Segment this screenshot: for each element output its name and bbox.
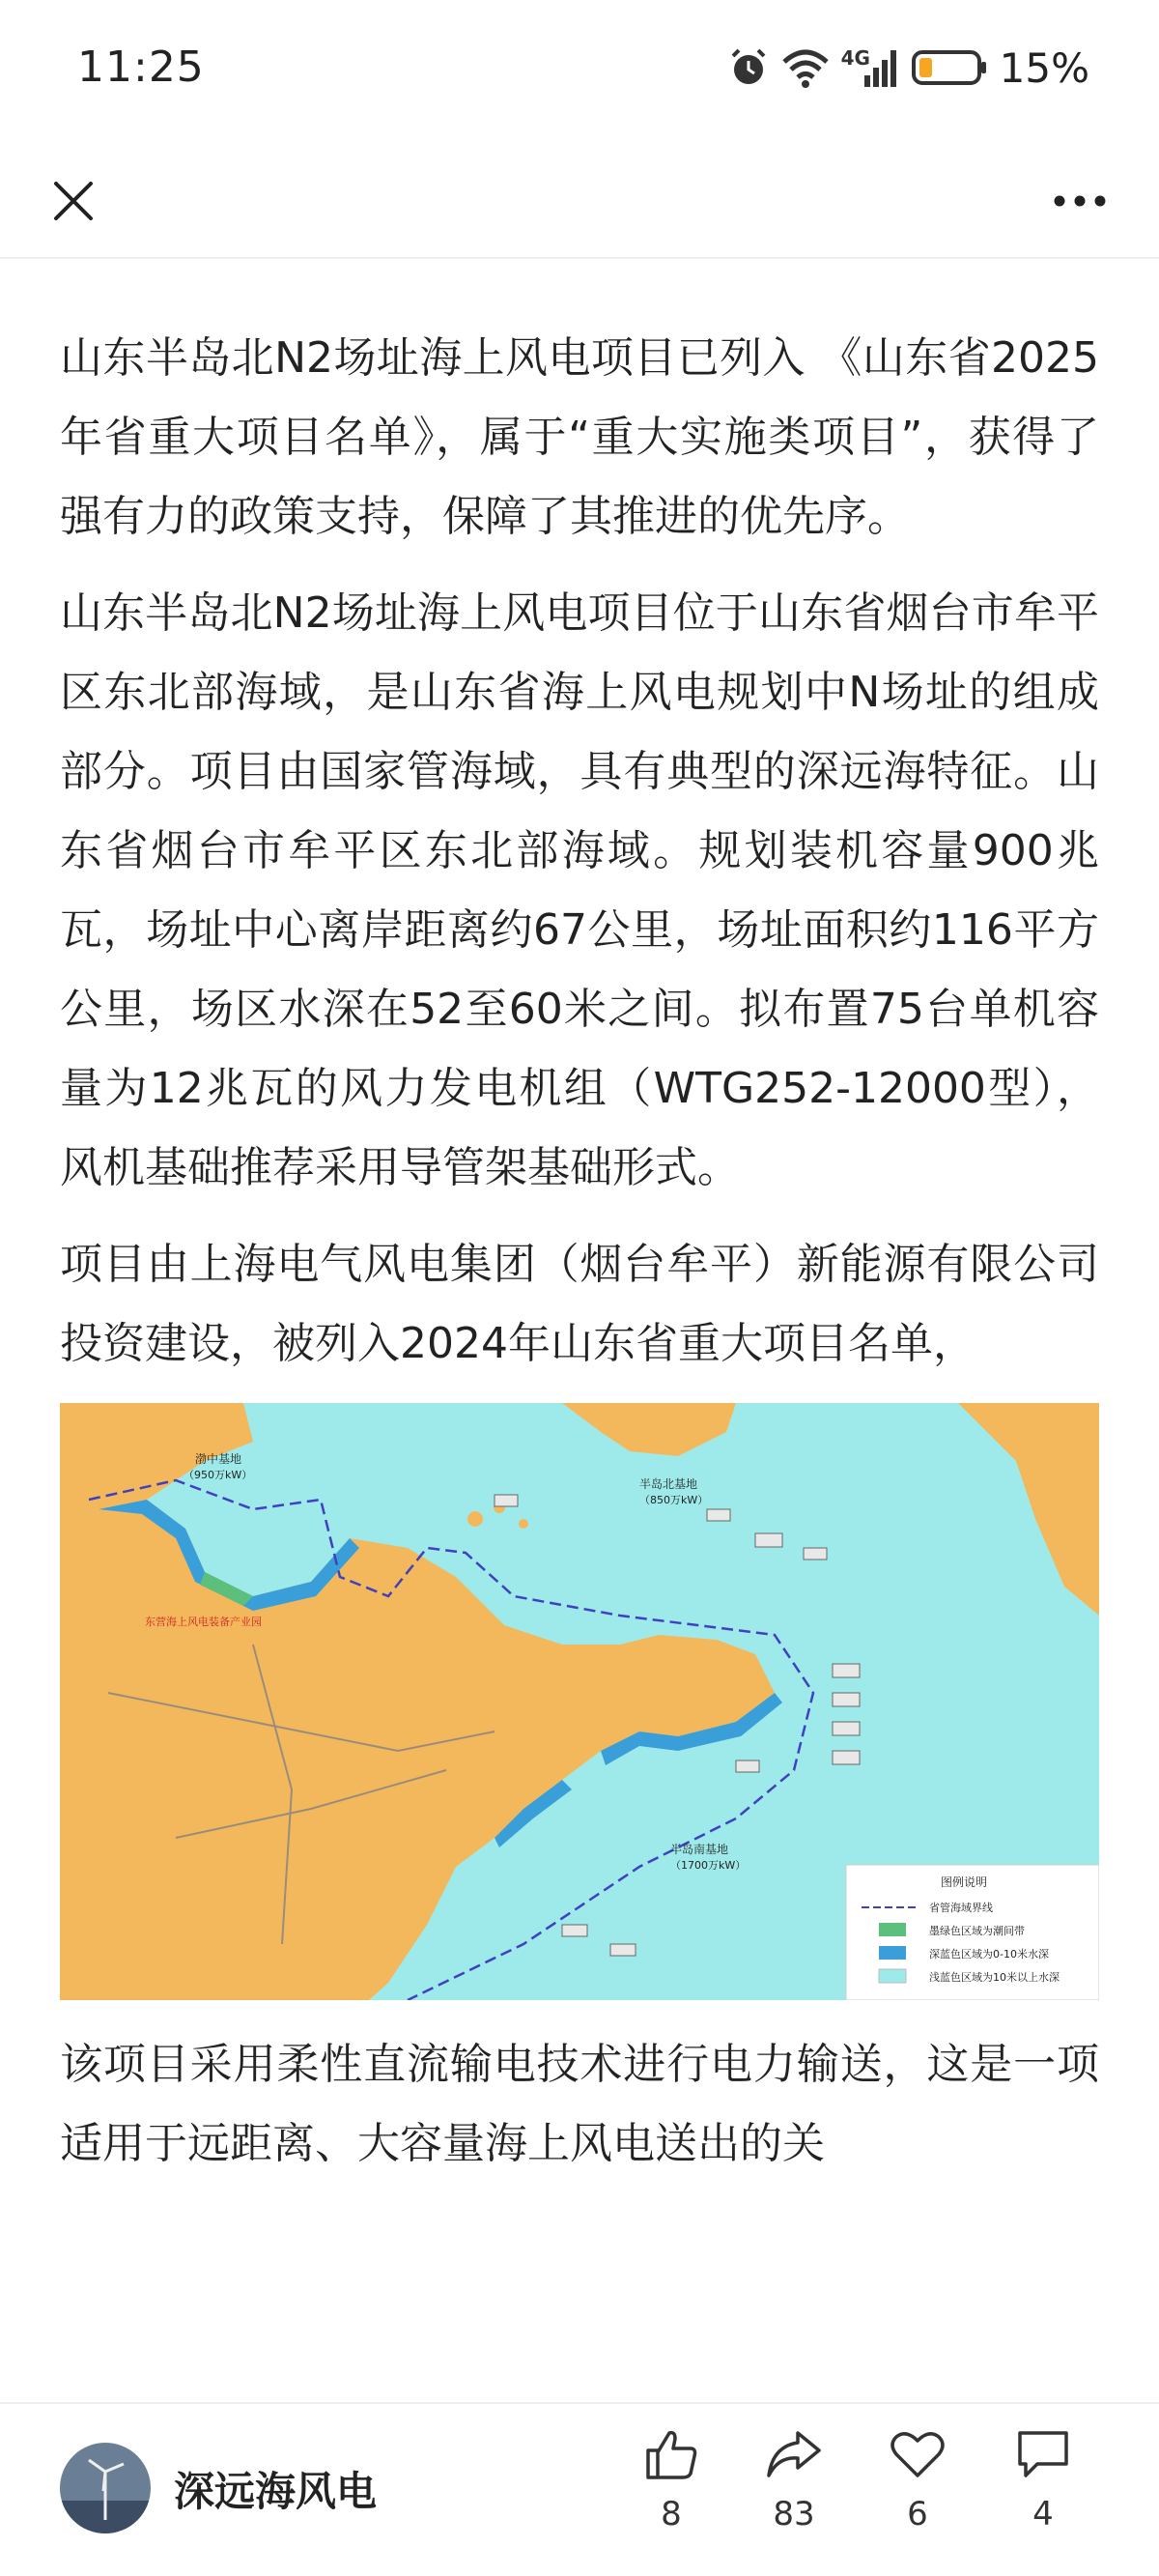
more-icon: [1053, 194, 1107, 208]
thumbs-up-icon: [642, 2427, 700, 2481]
close-button[interactable]: [33, 160, 114, 242]
status-time: 11:25: [77, 43, 205, 92]
share-count: 83: [773, 2495, 815, 2533]
battery-percent: 15%: [999, 43, 1089, 92]
wifi-icon: [781, 46, 830, 89]
author-name[interactable]: 深远海风电: [174, 2468, 378, 2515]
favorite-count: 6: [907, 2495, 928, 2533]
alarm-icon: [727, 46, 770, 89]
legend-item: 深蓝色区域为0-10米水深: [929, 1948, 1049, 1961]
article-paragraph: 项目由上海电气风电集团（烟台牟平）新能源有限公司投资建设，被列入2024年山东省重大项目名单，: [60, 1240, 1099, 1368]
nav-bar: [0, 145, 1159, 259]
article-paragraph: 该项目采用柔性直流输电技术进行电力输送，这是一项适用于远距离、大容量海上风电送出的关: [60, 2040, 1099, 2168]
share-icon: [765, 2427, 823, 2481]
map-label-south-capacity: （1700万kW）: [670, 1859, 747, 1872]
article-body: [60, 319, 1099, 2201]
status-bar: [0, 0, 1159, 145]
article-paragraph: 山东半岛北N2场址海上风电项目已列入 《山东省2025年省重大项目名单》，属于“重大实施类项目”，获得了强有力的政策支持，保障了其推进的优先序。: [60, 333, 1099, 541]
map-label-bozhong: 渤中基地: [195, 1452, 242, 1466]
map-label-industry-park: 东营海上风电装备产业园: [145, 1616, 262, 1628]
like-count: 8: [661, 2495, 682, 2533]
comment-count: 4: [1032, 2495, 1054, 2533]
legend-item: 浅蓝色区域为10米以上水深: [929, 1971, 1060, 1984]
legend-item: 墨绿色区域为潮间带: [929, 1925, 1025, 1937]
network-type: 4G: [840, 46, 870, 70]
map-label-bozhong-capacity: （950万kW）: [184, 1469, 253, 1481]
map-legend: [846, 1865, 1099, 2000]
map-label-south: 半岛南基地: [670, 1843, 729, 1856]
avatar[interactable]: [60, 2443, 151, 2533]
bottom-action-bar: [0, 2402, 1159, 2576]
more-options-button[interactable]: [1039, 160, 1120, 242]
like-button[interactable]: [623, 2427, 720, 2533]
heart-icon: [889, 2427, 947, 2481]
offshore-wind-map[interactable]: [60, 1403, 1099, 2000]
close-icon: [50, 178, 97, 224]
comment-button[interactable]: [995, 2427, 1091, 2533]
comment-icon: [1014, 2427, 1072, 2481]
battery-icon: [911, 46, 988, 89]
legend-item: 省管海域界线: [929, 1902, 993, 1914]
favorite-button[interactable]: [869, 2427, 966, 2533]
map-label-north-capacity: （850万kW）: [639, 1494, 709, 1506]
legend-title: 图例说明: [941, 1875, 988, 1889]
article-paragraph: 山东半岛北N2场址海上风电项目位于山东省烟台市牟平区东北部海域，是山东省海上风电规划中N场址的组成部分。项目由国家管海域，具有典型的深远海特征。山东省烟台市牟平区东北部海域。规划装机容量900兆瓦，场址中心离岸距离约67公里，场址面积约116平方公里，场区水深在52至60米之间。拟布置75台单机容量为12兆瓦的风力发电机组（WTG252-12000型），风机基础推荐采用导管架基础形式。: [60, 588, 1099, 1192]
share-button[interactable]: [746, 2427, 842, 2533]
cellular-signal-icon: [841, 46, 899, 89]
status-icons: [727, 41, 1089, 95]
map-label-north: 半岛北基地: [639, 1477, 698, 1491]
